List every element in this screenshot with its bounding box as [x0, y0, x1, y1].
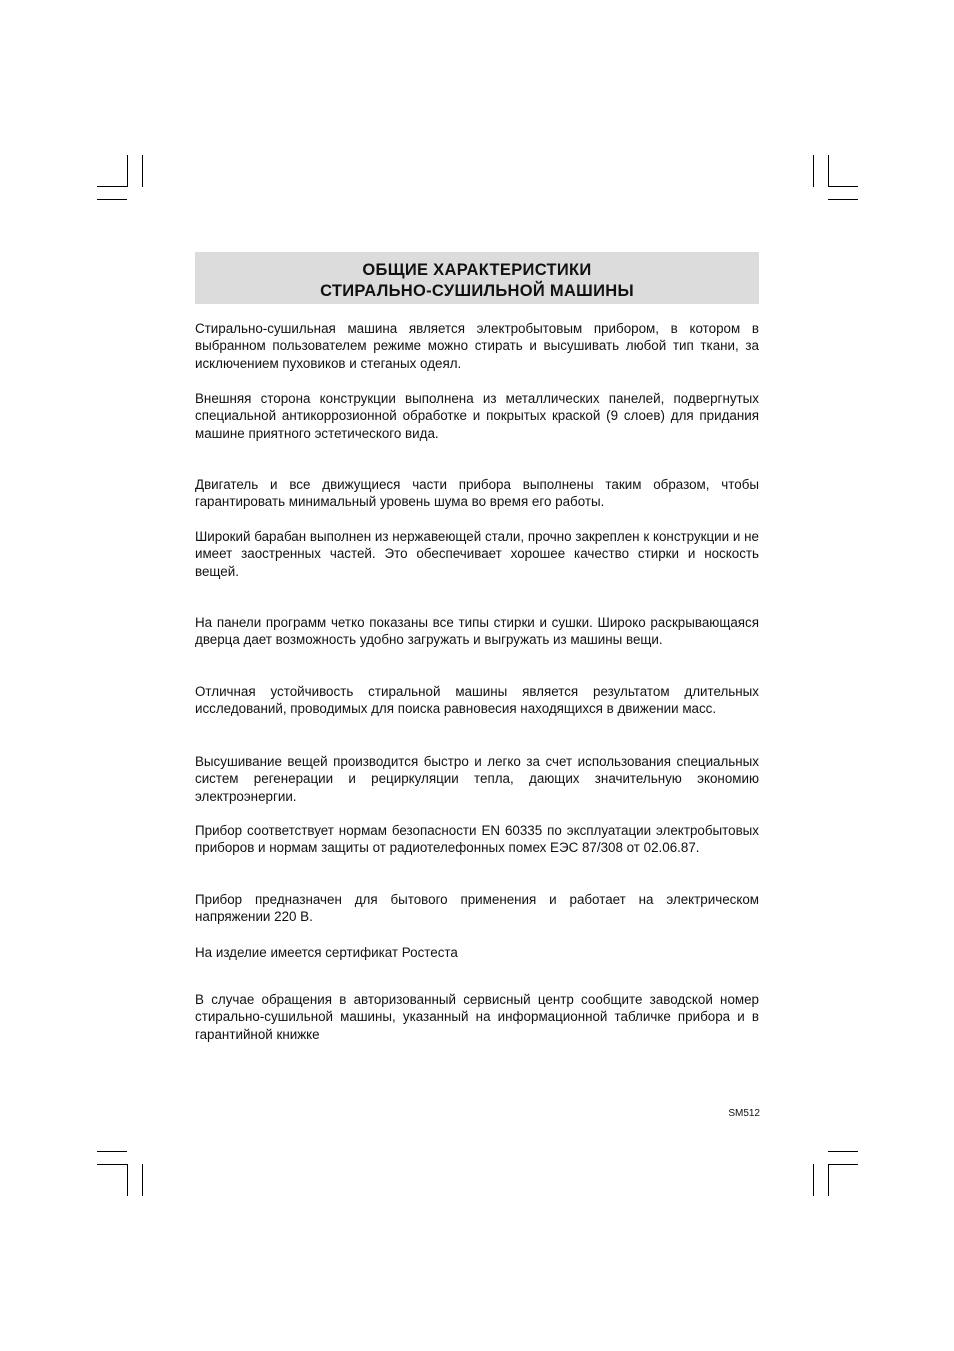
model-code: SM512: [728, 1108, 760, 1119]
paragraph-service: В случае обращения в авторизованный сервисный центр сообщите заводской номер стирально-сушильной машины, указанный на информационной табличке прибора и в гарантийной книжке: [195, 992, 759, 1042]
page-title-line-2: СТИРАЛЬНО-СУШИЛЬНОЙ МАШИНЫ: [320, 282, 634, 300]
paragraph-drying: Высушивание вещей производится быстро и легко за счет использования специальных систем регенерации и рециркуляции тепла, дающих значительную экономию электроэнергии.: [195, 754, 759, 804]
paragraph-safety: Прибор соответствует нормам безопасности EN 60335 по эксплуатации электробытовых приборов и нормам защиты от радиотелефонных помех ЕЭС 87/308 от 02.06.87.: [195, 823, 759, 856]
paragraph-usage: Прибор предназначен для бытового применения и работает на электрическом напряжении 220 В.: [195, 892, 759, 925]
paragraph-certificate: На изделие имеется сертификат Ростеста: [195, 945, 458, 960]
paragraph-motor: Двигатель и все движущиеся части прибора выполнены таким образом, чтобы гарантировать минимальный уровень шума во время его работы.: [195, 477, 759, 510]
page-title-line-1: ОБЩИЕ ХАРАКТЕРИСТИКИ: [362, 261, 592, 279]
paragraph-drum: Широкий барабан выполнен из нержавеющей стали, прочно закреплен к конструкции и не имеет заостренных частей. Это обеспечивает хорошее качество стирки и носкость вещей.: [195, 529, 759, 579]
paragraph-exterior: Внешняя сторона конструкции выполнена из металлических панелей, подвергнутых специальной антикоррозионной обработке и покрытых краской (9 слоев) для придания машине приятного эстетического вида.: [195, 391, 759, 441]
page-title-box: [195, 252, 759, 304]
paragraph-stability: Отличная устойчивость стиральной машины является результатом длительных исследований, проводимых для поиска равновесия находящихся в движении масс.: [195, 684, 759, 717]
paragraph-control-panel: На панели программ четко показаны все типы стирки и сушки. Широко раскрывающаяся дверца дает возможность удобно загружать и выгружать из машины вещи.: [195, 615, 759, 648]
paragraph-intro: Стирально-сушильная машина является электробытовым прибором, в котором в выбранном пользователем режиме можно стирать и высушивать любой тип ткани, за исключением пуховиков и стеганых одеял.: [195, 321, 759, 371]
